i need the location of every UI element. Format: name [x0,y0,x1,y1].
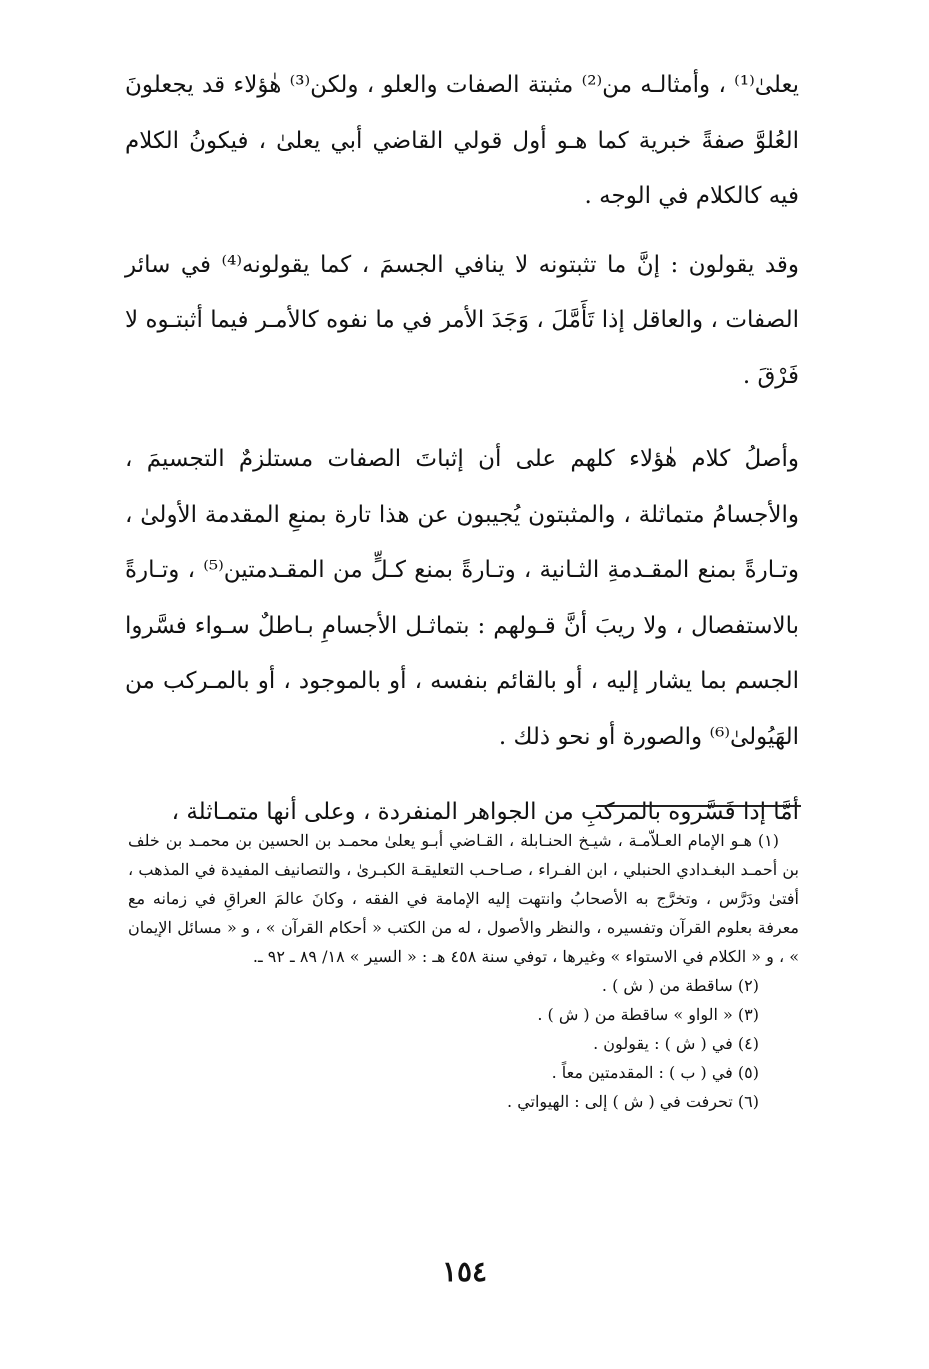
footnote: (٢) ساقطة من ( ش ) . [601,976,759,995]
paragraph: وقد يقولون : إنَّ ما تثبتونه لا ينافي الجسمَ ، كما يقولونه⁽⁴⁾ في سائر الصفات ، والعاقل إذا تَأَمَّلَ ، وَجَدَ الأمر في ما نفوه كالأمـر فيما أثبتـوه لا فَرْقَ . [125,251,800,389]
paragraph: وأصلُ كلام هٰؤلاء كلهم على أن إثباتَ الصفات مستلزمٌ التجسيمَ ، والأجسامُ متماثلة ، والمثبتون يُجيبون عن هذا تارة بمنعِ المقدمة الأولىٰ ، وتـارةً بمنع المقـدمةِ الثـانية ، وتـارةً بمنع كـلٍّ من المقـدمتين⁽⁵⁾ ، وتـارةً بالاستفصال ، ولا ريبَ أنَّ قـولهم : بتماثـل الأجسامِ بـاطلٌ سـواء فسَّروا الجسم بما يشار إليه ، أو بالقائم بنفسه ، أو بالموجود ، أو بالمـركب من الهَيُولىٰ⁽⁶⁾ والصورة أو نحو ذلك . [125,446,799,750]
paragraph: أمَّا إذا فَسَّروه بالمركبِ من الجواهر المنفردة ، وعلى أنها متمـاثلة ، [171,799,799,825]
footnotes [128,826,799,1116]
page-number: ١٥٤ [441,1255,488,1288]
footnote: (٥) في ( ب ) : المقدمتين معاً . [551,1063,759,1082]
main-text [125,58,799,841]
paragraph: يعلىٰ⁽¹⁾ ، وأمثالـه من⁽²⁾ مثبتة الصفات والعلو ، ولكن⁽³⁾ هٰؤلاء قد يجعلونَ العُلوَّ صفةً خبرية كما هـو أول قولي القاضي أبي يعلىٰ ، فيكونُ الكلام فيه كالكلام في الوجه . [125,72,799,209]
footnote: (٤) في ( ش ) : يقولون . [593,1034,759,1053]
footnote-separator [596,805,801,807]
footnote: (٣) « الواو » ساقطة من ( ش ) . [537,1005,759,1024]
footnote: (٦) تحرفت في ( ش ) إلى : الهيواتي . [507,1092,759,1111]
footnote: (١) هـو الإمام العـلاّمـة ، شيـخ الحنـابلة ، القـاضي أبـو يعلىٰ محمـد بن الحسين بن محمـد بن خلف بن أحمـد البغـدادي الحنبلي ، ابن الفـراء ، صـاحـب التعليقـة الكبـرىٰ ، والتصانيف المفيدة في المذهب ، أفتىٰ ودَرَّس ، وتخرَّج به الأصحابُ وانتهت إليه الإمامة في الفقه ، وكانَ عالمَ العراقِ في زمانه مع معرفة بعلوم القرآن وتفسيره ، والنظر والأصول ، له من الكتب « أحكام القرآن » ، و « مسائل الإيمان » ، و « الكلام في الاستواء » وغيرها ، توفي سنة ٤٥٨ هـ : « السير » ١٨/ ٨٩ ـ ٩٢ ـ. [128,831,799,966]
